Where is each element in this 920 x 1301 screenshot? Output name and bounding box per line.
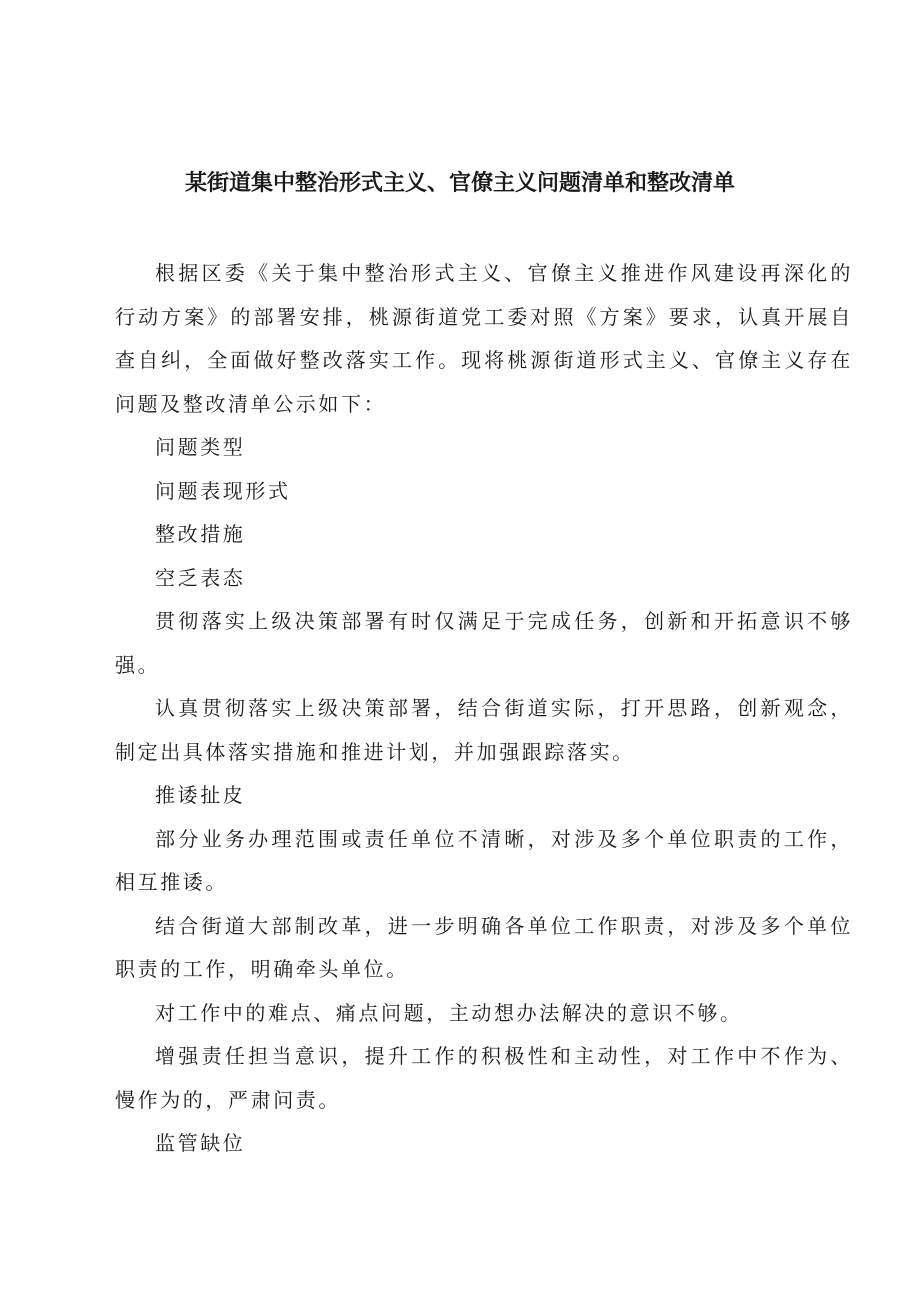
problem-type-empty-statements: 空乏表态 bbox=[155, 565, 246, 590]
document-body bbox=[115, 252, 853, 1166]
heading-rectification-measures: 整改措施 bbox=[155, 522, 246, 546]
problem-type-buck-passing: 推诿扯皮 bbox=[155, 783, 246, 807]
intro-paragraph: 根据区委《关于集中整治形式主义、官僚主义推进作风建设再深化的行动方案》的部署安排，桃源街道党工委对照《方案》要求，认真开展自查自纠，全面做好整改落实工作。现将桃源街道形式主义、官僚主义存在问题及整改清单公示如下： bbox=[115, 261, 853, 416]
problem-description: 贯彻落实上级决策部署有时仅满足于完成任务，创新和开拓意识不够强。 bbox=[115, 609, 853, 677]
rectification-measure: 增强责任担当意识，提升工作的积极性和主动性，对工作中不作为、慢作为的，严肃问责。 bbox=[115, 1044, 853, 1112]
problem-description: 部分业务办理范围或责任单位不清晰，对涉及多个单位职责的工作，相互推诿。 bbox=[115, 826, 853, 894]
heading-problem-type: 问题类型 bbox=[155, 435, 246, 459]
problem-type-supervision-absence: 监管缺位 bbox=[155, 1131, 246, 1155]
problem-description: 对工作中的难点、痛点问题，主动想办法解决的意识不够。 bbox=[155, 1000, 743, 1025]
document-title: 某街道集中整治形式主义、官僚主义问题清单和整改清单 bbox=[184, 171, 735, 196]
heading-problem-manifestation: 问题表现形式 bbox=[155, 478, 291, 503]
rectification-measure: 结合街道大部制改革，进一步明确各单位工作职责，对涉及多个单位职责的工作，明确牵头单位。 bbox=[115, 913, 853, 981]
rectification-measure: 认真贯彻落实上级决策部署，结合街道实际，打开思路，创新观念，制定出具体落实措施和推进计划，并加强跟踪落实。 bbox=[115, 696, 853, 764]
